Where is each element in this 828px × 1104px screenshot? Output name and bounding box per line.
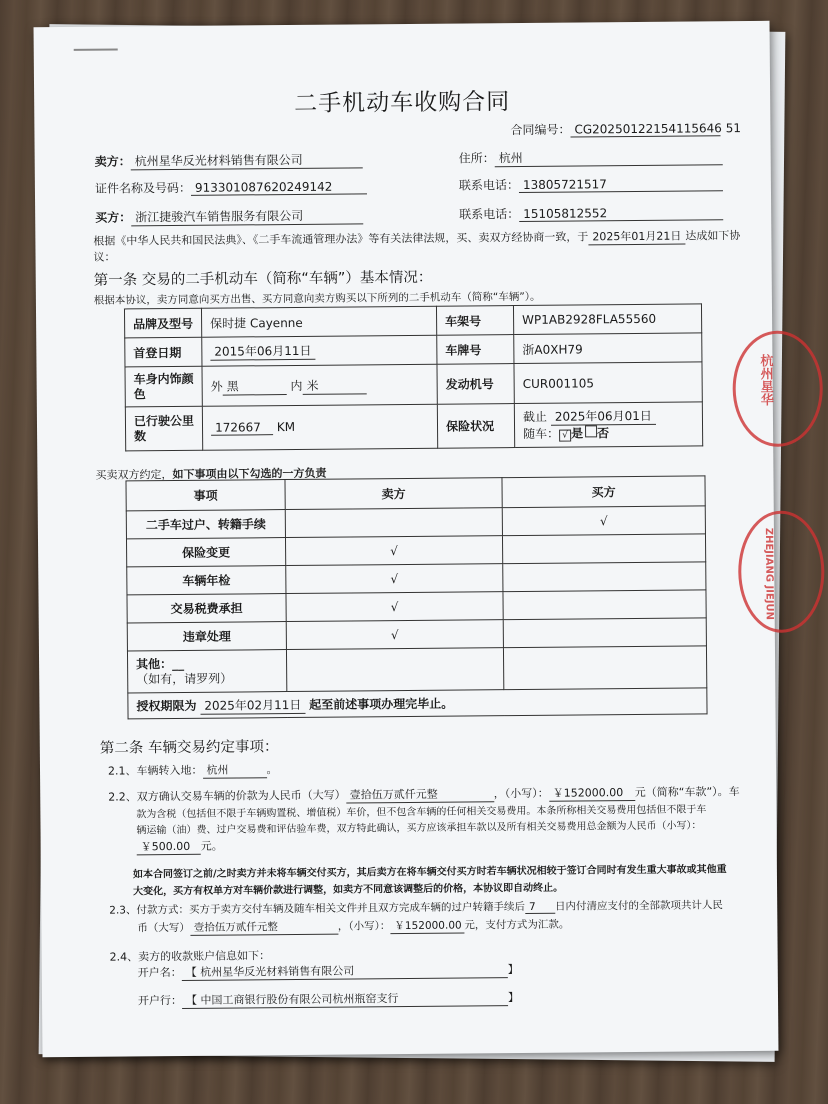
header-item: 事项 [126,480,285,511]
header-seller: 卖方 [285,478,502,510]
clause-2-4: 2.4、卖方的收款账户信息如下： [109,949,271,964]
row-item: 车辆年检 [127,566,286,595]
clause-2-3-line-1: 2.3、付款方式：买方于卖方交付车辆及随车相关文件并且双方完成车辆的过户转籍手续后 7 日内付清应支付的全部款项共计人民 [109,899,723,917]
authorization-deadline: 授权期限为 2025年02月11日 起至前述事项办理完毕止。 [128,688,707,719]
row-seller-check: √ [286,592,503,622]
row-seller-check [285,508,502,538]
clause-2-2-line-1: 2.2、双方确认交易车辆的价款为人民币（大写） 壹拾伍万贰仟元整 ，（小写）： ￥152000.00 元（简称“车款”）。车 [108,785,740,804]
article-2-title: 第二条 车辆交易约定事项： [99,739,279,757]
row-item: 二手车过户、转籍手续 [126,510,285,539]
table-row-other [127,646,706,693]
plate-value: 浙A0XH79 [514,333,702,364]
insurance-no-checkbox [585,425,597,437]
company-seal-top: 杭州星华 [732,330,823,447]
vehicle-info-table [124,303,703,451]
row-buyer-check [502,534,705,564]
page-title: 二手机动车收购合同 [294,89,511,117]
bank-row: 开户行： 【 中国工商银行股份有限公司杭州瓶窑支行 】 [137,991,520,1008]
vin-label: 车架号 [436,306,513,336]
seller-row: 卖方： 杭州星华反光材料销售有限公司 [95,150,363,170]
plate-label: 车牌号 [437,335,514,365]
id-number-row: 证件名称及号码： 913301087620249142 [95,177,367,196]
mileage-label: 已行驶公里数 [125,406,202,451]
row-seller-check: √ [286,620,503,650]
account-name-row: 开户名： 【 杭州星华反光材料销售有限公司 】 [137,963,519,980]
insurance-value: 截止 2025年06月01日 随车： √ 是 否 [514,402,702,448]
brand-value: 保时捷 Cayenne [201,306,436,337]
other-item: 其他：__ （如有，请罗列） [127,650,286,693]
registration-label: 首登日期 [125,337,202,367]
row-buyer-check [503,562,706,592]
clause-2-3-line-2: 币（大写） 壹拾伍万贰仟元整 ，（小写）： ￥152000.00 元，支付方式为汇款。 [137,918,570,935]
row-seller-check: √ [286,564,503,594]
address-row: 住所： 杭州 [459,147,723,167]
intro-line-1: 根据《中华人民共和国民法典》、《二手车流通管理办法》等有关法律法规，买、卖双方经协商一致，于 2025年01月21日 达成如下协 [93,229,741,248]
row-buyer-check [503,590,706,620]
seller-phone-row: 联系电话： 13805721517 [459,174,723,193]
buyer-phone-row: 联系电话： 15105812552 [459,203,723,222]
article-1-description: 根据本协议，卖方同意向买方出售、买方同意向卖方购买以下所列的二手机动车（简称“车辆”）。 [93,290,541,307]
contract-number: 合同编号： CG20250122154115646 51 [510,121,742,138]
registration-value: 2015年06月11日 [202,335,437,366]
color-value: 外 黑 内 米 [202,364,437,406]
row-seller-check: √ [285,536,502,566]
staple-mark [74,48,118,50]
bold-clause-line-1: 如本合同签订之前/之时卖方并未将车辆交付买方，其后卖方在将车辆交付买方时若车辆状况相较于签订合同时有发生重大事故或其他重 [132,864,727,881]
row-item: 保险变更 [126,538,285,567]
mileage-value: 172667 KM [202,404,437,450]
clause-2-2-line-2: 款为含税（包括但不限于车辆购置税、增值税）车价，但不包含车辆的任何相关交易费用。本条所称相关交易费用包括但不限于车 [136,804,707,821]
engine-label: 发动机号 [437,364,514,405]
header-buyer: 买方 [502,476,705,508]
clause-2-1: 2.1、车辆转入地： 杭州 。 [107,763,278,778]
contract-page [34,21,779,1057]
row-item: 违章处理 [127,622,286,651]
insurance-yes-checkbox: √ [559,430,571,442]
row-buyer-check [503,618,706,648]
bold-clause-line-2: 大变化，买方有权单方对车辆价款进行调整，如卖方不同意该调整后的价格，本协议即自动终止。 [133,882,564,898]
brand-label: 品牌及型号 [124,308,201,338]
row-buyer-check: √ [502,506,705,536]
company-seal-bottom: ZHEJIANG JIEJUN [738,510,825,633]
responsibility-table [125,475,707,719]
clause-2-2-line-3: 辆运输（油）费、过户交易费和评估验车费，双方特此确认，买方应该承担车款以及所有相关交易费用总金额为人民币（小写）： [136,820,702,837]
row-item: 交易税费承担 [127,594,286,623]
article-1-title: 第一条 交易的二手机动车（简称“车辆”）基本情况： [93,269,433,289]
buyer-row: 买方： 浙江捷骏汽车销售服务有限公司 [95,206,363,226]
vin-value: WP1AB2928FLA55560 [513,304,701,335]
engine-value: CUR001105 [514,362,702,404]
intro-line-2: 议： [93,250,116,264]
color-label: 车身内饰颜色 [125,366,202,407]
clause-2-2-fee: ￥500.00 元。 [137,838,223,856]
insurance-label: 保险状况 [437,404,514,449]
agreement-intro: 买卖双方约定，如下事项由以下勾选的一方负责 [95,466,327,482]
